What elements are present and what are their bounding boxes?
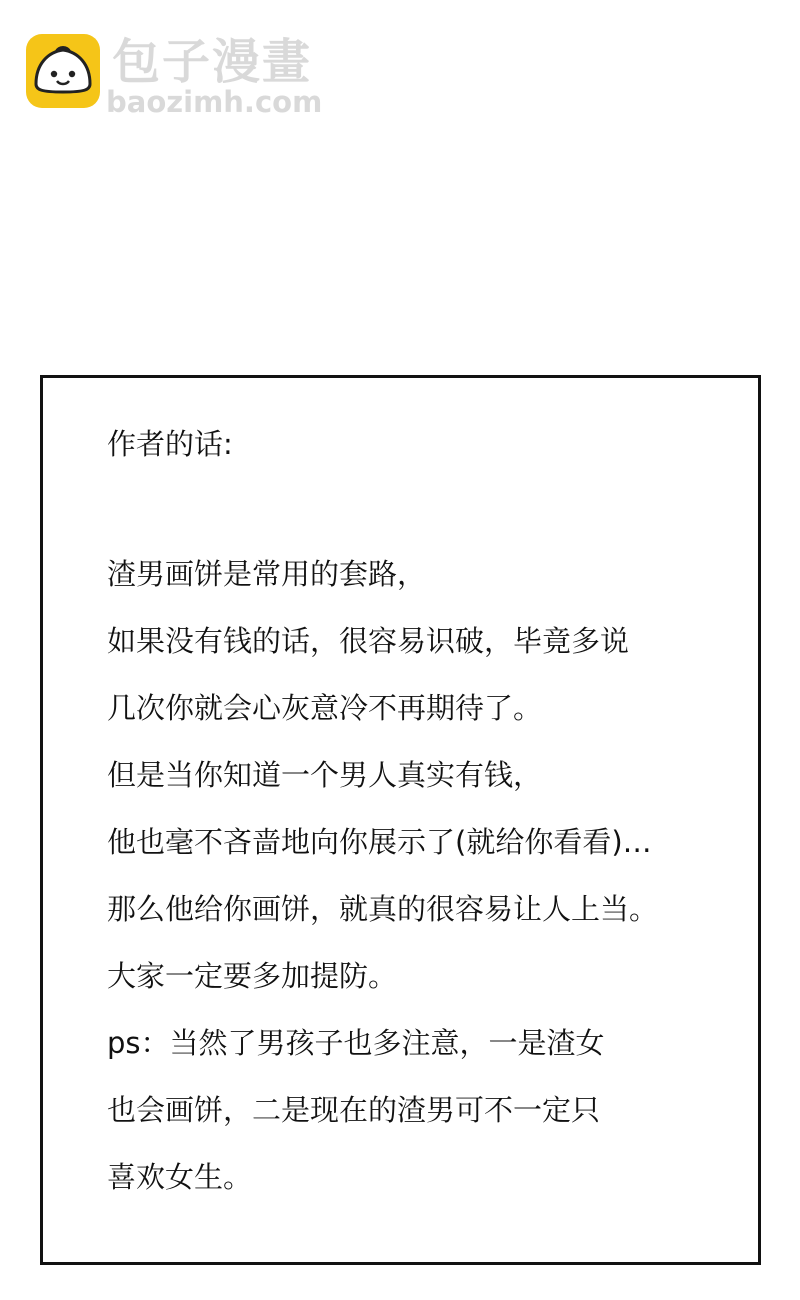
watermark-brand-name: 包子漫畫 [112,34,313,90]
author-note-box [40,375,761,1265]
note-line: 大家一定要多加提防。 [107,959,398,993]
note-line: ps：当然了男孩子也多注意，一是渣女 [107,1026,605,1060]
note-line: 喜欢女生。 [107,1160,253,1194]
note-line: 渣男画饼是常用的套路， [107,557,427,591]
note-line: 也会画饼，二是现在的渣男可不一定只 [107,1093,601,1127]
note-line: 几次你就会心灰意冷不再期待了。 [107,691,543,725]
author-note-body [107,556,747,1226]
note-line: 那么他给你画饼，就真的很容易让人上当。 [107,892,659,926]
watermark [26,34,326,119]
author-note-title: 作者的话: [107,427,233,461]
steamed-bun-icon [26,34,100,108]
note-line: 如果没有钱的话，很容易识破，毕竟多说 [107,624,630,658]
note-line: 但是当你知道一个男人真实有钱， [107,758,543,792]
note-line: 他也毫不吝啬地向你展示了(就给你看看)… [107,825,652,859]
watermark-url: baozimh.com [106,85,323,119]
